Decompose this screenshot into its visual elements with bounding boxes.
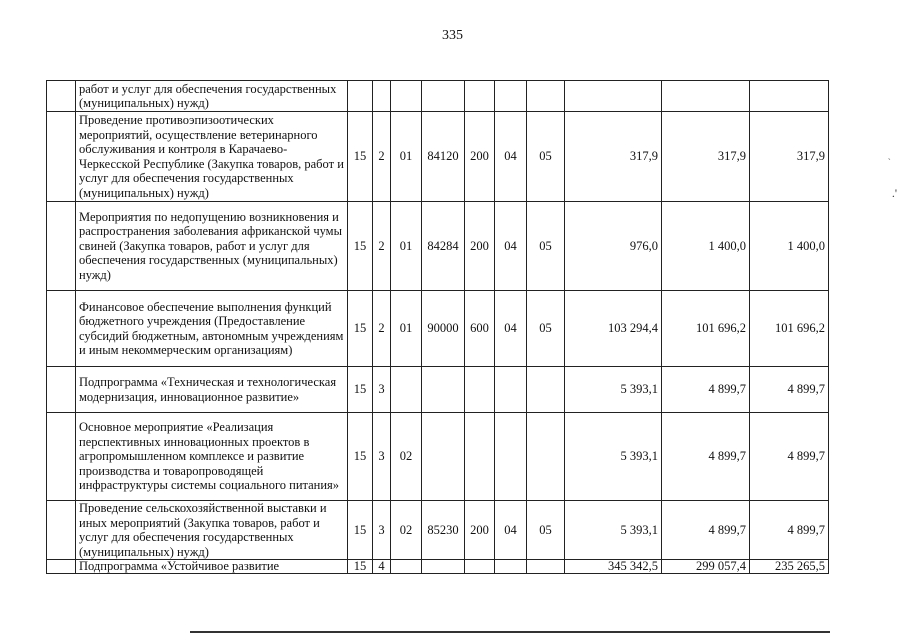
code-cell: 05 <box>527 202 565 291</box>
code-cell: 600 <box>465 291 495 367</box>
row-spacer-cell <box>47 291 76 367</box>
code-cell <box>422 81 465 112</box>
code-cell: 01 <box>391 112 422 202</box>
amount-cell: 5 393,1 <box>565 413 662 501</box>
row-name-cell: работ и услуг для обеспечения государственных (муниципальных) нужд) <box>76 81 348 112</box>
code-cell <box>465 81 495 112</box>
amount-cell: 5 393,1 <box>565 367 662 413</box>
amount-cell: 976,0 <box>565 202 662 291</box>
table-row <box>47 501 829 560</box>
table-row <box>47 413 829 501</box>
code-cell: 4 <box>373 560 391 574</box>
code-cell <box>527 81 565 112</box>
code-cell <box>422 413 465 501</box>
amount-cell: 4 899,7 <box>662 413 750 501</box>
row-spacer-cell <box>47 501 76 560</box>
code-cell <box>348 81 373 112</box>
row-name-cell: Подпрограмма «Техническая и технологическая модернизация, инновационное развитие» <box>76 367 348 413</box>
code-cell <box>465 367 495 413</box>
code-cell: 200 <box>465 501 495 560</box>
code-cell <box>495 81 527 112</box>
code-cell: 05 <box>527 501 565 560</box>
code-cell: 84284 <box>422 202 465 291</box>
row-name-cell: Финансовое обеспечение выполнения функций бюджетного учреждения (Предоставление субсидий бюджетным, автономным учреждениям и иным некоммерческим организациям) <box>76 291 348 367</box>
table-row <box>47 291 829 367</box>
table-row <box>47 367 829 413</box>
row-name-cell: Основное мероприятие «Реализация перспективных инновационных проектов в агропромышленном комплексе и развитие производства и товаропроводящей инфраструктуры системы социального питания» <box>76 413 348 501</box>
amount-cell: 317,9 <box>565 112 662 202</box>
table-row <box>47 560 829 574</box>
amount-cell: 4 899,7 <box>662 367 750 413</box>
row-spacer-cell <box>47 367 76 413</box>
amount-cell: 299 057,4 <box>662 560 750 574</box>
code-cell <box>391 81 422 112</box>
code-cell: 02 <box>391 501 422 560</box>
code-cell: 05 <box>527 112 565 202</box>
code-cell: 90000 <box>422 291 465 367</box>
row-spacer-cell <box>47 560 76 574</box>
row-name-cell: Проведение противоэпизоотических мероприятий, осуществление ветеринарного обслуживания и контроля в Карачаево-Черкесской Республике (Закупка товаров, работ и услуг для обеспечения государственных (муниципальных) нужд) <box>76 112 348 202</box>
code-cell: 01 <box>391 202 422 291</box>
amount-cell: 4 899,7 <box>662 501 750 560</box>
code-cell: 04 <box>495 501 527 560</box>
code-cell <box>527 560 565 574</box>
code-cell: 2 <box>373 291 391 367</box>
code-cell: 15 <box>348 367 373 413</box>
code-cell: 02 <box>391 413 422 501</box>
amount-cell: 4 899,7 <box>750 367 829 413</box>
amount-cell: 345 342,5 <box>565 560 662 574</box>
amount-cell <box>662 81 750 112</box>
code-cell <box>391 367 422 413</box>
code-cell: 85230 <box>422 501 465 560</box>
code-cell: 05 <box>527 291 565 367</box>
code-cell: 3 <box>373 413 391 501</box>
row-name-cell: Мероприятия по недопущению возникновения и распространения заболевания африканской чумы свиней (Закупка товаров, работ и услуг для обеспечения государственных (муниципальных) нужд) <box>76 202 348 291</box>
code-cell: 15 <box>348 413 373 501</box>
code-cell <box>527 367 565 413</box>
page-number: 335 <box>442 28 463 43</box>
budget-table <box>46 80 829 574</box>
code-cell: 04 <box>495 202 527 291</box>
code-cell: 3 <box>373 367 391 413</box>
row-spacer-cell <box>47 202 76 291</box>
code-cell <box>465 413 495 501</box>
amount-cell: 1 400,0 <box>750 202 829 291</box>
scan-mark: .' <box>891 186 897 200</box>
code-cell: 15 <box>348 291 373 367</box>
amount-cell: 103 294,4 <box>565 291 662 367</box>
amount-cell: 317,9 <box>750 112 829 202</box>
code-cell: 04 <box>495 291 527 367</box>
code-cell: 15 <box>348 112 373 202</box>
code-cell <box>422 367 465 413</box>
code-cell <box>527 413 565 501</box>
code-cell: 15 <box>348 560 373 574</box>
code-cell: 2 <box>373 112 391 202</box>
code-cell <box>495 367 527 413</box>
row-name-cell: Проведение сельскохозяйственной выставки и иных мероприятий (Закупка товаров, работ и услуг для обеспечения государственных (муниципальных) нужд) <box>76 501 348 560</box>
code-cell <box>373 81 391 112</box>
code-cell <box>465 560 495 574</box>
code-cell <box>422 560 465 574</box>
amount-cell: 1 400,0 <box>662 202 750 291</box>
scan-mark: ` <box>887 158 891 169</box>
amount-cell: 235 265,5 <box>750 560 829 574</box>
amount-cell: 317,9 <box>662 112 750 202</box>
code-cell: 200 <box>465 202 495 291</box>
code-cell <box>495 413 527 501</box>
table-row <box>47 112 829 202</box>
amount-cell <box>750 81 829 112</box>
code-cell: 84120 <box>422 112 465 202</box>
code-cell: 15 <box>348 501 373 560</box>
amount-cell: 4 899,7 <box>750 501 829 560</box>
row-spacer-cell <box>47 112 76 202</box>
code-cell: 15 <box>348 202 373 291</box>
row-spacer-cell <box>47 413 76 501</box>
code-cell: 3 <box>373 501 391 560</box>
amount-cell: 4 899,7 <box>750 413 829 501</box>
code-cell: 200 <box>465 112 495 202</box>
amount-cell: 101 696,2 <box>662 291 750 367</box>
row-spacer-cell <box>47 81 76 112</box>
amount-cell <box>565 81 662 112</box>
table-row <box>47 81 829 112</box>
code-cell <box>495 560 527 574</box>
code-cell: 2 <box>373 202 391 291</box>
code-cell: 04 <box>495 112 527 202</box>
code-cell <box>391 560 422 574</box>
table-row <box>47 202 829 291</box>
code-cell: 01 <box>391 291 422 367</box>
bottom-rule <box>190 631 830 633</box>
amount-cell: 101 696,2 <box>750 291 829 367</box>
row-name-cell: Подпрограмма «Устойчивое развитие <box>76 560 348 574</box>
amount-cell: 5 393,1 <box>565 501 662 560</box>
